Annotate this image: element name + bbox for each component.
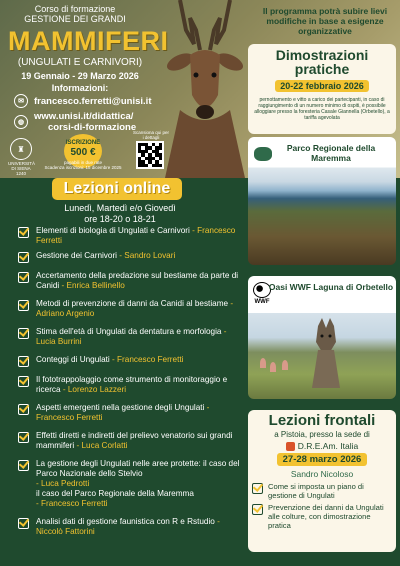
topic-teacher [61,385,127,394]
topic-text: Elementi di biologia di Ungulati e Carnivori [36,226,190,235]
qr-code[interactable] [136,141,164,169]
university-logo [8,138,34,176]
online-schedule-hours: ore 18-20 o 18-21 [84,214,156,224]
checkbox-icon [18,272,29,283]
list-item [18,327,242,347]
info-label: Informazioni: [51,83,109,93]
checkbox-icon [18,376,29,387]
flamingo-icon [260,358,266,368]
frontal-lessons-title: Lezioni frontali [268,412,376,429]
list-item [252,503,392,530]
frontal-lessons-box [248,410,396,552]
oasis-orbetello-photo [248,276,396,399]
topic-separator: - [192,226,198,235]
list-item [18,459,242,509]
topic-text: Stima dell'età di Ungulati da dentatura e morfologia [36,327,222,336]
topic-separator: - [59,281,67,290]
topic-text: Il fototrappolaggio come strumento di monitoraggio e ricerca [36,375,228,394]
checkbox-icon [252,483,263,494]
frontal-teacher: Sandro Nicoloso [290,469,354,479]
topic-teacher-name: Adriano Argenio [36,309,95,318]
topic-text: Aspetti emergenti nella gestione degli Ungulati [36,403,205,412]
email-link[interactable]: francesco.ferretti@unisi.it [34,95,152,107]
topic-teacher-name: Luca Corlatti [81,441,128,450]
list-item [18,403,242,423]
topic-text: Metodi di prevenzione di danni da Canidi al bestiame [36,299,229,308]
website-link[interactable] [34,111,136,133]
topic-separator: - [36,479,42,488]
topic-teacher-name: Lorenzo Lazzeri [67,385,127,394]
checkbox-icon [18,356,29,367]
topic-teacher-name: Lucia Burrini [36,337,82,346]
topic-text: Accertamento della predazione sul bestiame da parte di Canidi [36,271,239,290]
topic-separator: - [221,327,227,336]
checkbox-icon [18,432,29,443]
email-row [14,94,152,108]
demonstrations-title: Dimostrazioni pratiche [275,47,369,77]
frontal-organization [252,441,392,451]
online-schedule-days: Lunedì, Martedì e/o Giovedì [64,203,176,213]
topic-text: Conteggi di Ungulati [36,355,110,364]
topic-text: Analisi dati di gestione faunistica con R e Rstudio [36,517,215,526]
checkbox-icon [252,504,263,515]
topic-teacher [59,281,125,290]
online-lessons-header [52,178,182,200]
course-label [0,4,150,24]
flamingo-icon [270,362,276,372]
demonstrations-box [248,44,396,134]
course-label-line1: Corso di formazione [34,4,116,14]
payment-note-line2: Scadenza iscrizioni: 15 dicembre 2025 [44,165,122,170]
topic-separator: - [60,385,68,394]
topic-teacher-name: Francesco Ferretti [36,226,236,245]
frontal-date: 27-28 marzo 2026 [277,453,367,466]
wwf-label: WWF [254,299,270,305]
course-dates: 19 Gennaio - 29 Marzo 2026 [21,71,139,81]
organization-name: D.R.E.Am. Italia [297,441,359,451]
list-item [18,226,242,246]
topic-separator: - [204,403,210,412]
checkbox-icon [18,460,29,471]
topic-teacher [110,355,184,364]
park-title: Parco Regionale della Maremma [286,143,376,163]
park-maremma-photo [248,137,396,265]
topic-separator: - [109,355,118,364]
frontal-place: a Pistoia, presso la sede di [274,430,370,439]
list-item [18,299,242,319]
list-item [18,431,242,451]
list-item [252,482,392,500]
course-label-line2: GESTIONE DEI GRANDI [24,14,126,24]
topic-teacher-name: Francesco Ferretti [36,413,103,422]
university-seal-icon: ♜ [10,138,32,160]
topic-separator: - [214,517,220,526]
qr-label: Scansiona qui per i dettagli [132,130,170,140]
oasis-title: Oasi WWF Laguna di Orbetello [268,282,394,292]
demonstrations-text: pernottamento e vitto a carico dei partecipanti, in caso di raggiungimento di un numero minimo di ospiti, è possibile alloggiare presso la foresteria Casale Giannella (Orbetello), a tariffa agevolata [254,97,390,121]
topic-teacher [74,441,127,450]
topic-separator: - [117,251,125,260]
list-item [18,251,242,263]
topic-teacher-name: Francesco Ferretti [117,355,184,364]
email-icon: ✉ [14,94,28,108]
topic-teacher [36,479,242,489]
payment-note [38,160,128,170]
demonstrations-date: 20-22 febbraio 2026 [275,80,369,92]
checkbox-icon [18,328,29,339]
website-line2: corsi-di-formazione [48,122,137,133]
website-line1: www.unisi.it/didattica/ [34,111,134,122]
price-label: ISCRIZIONE [65,140,101,146]
checkbox-icon [18,518,29,529]
topic-teacher-name: Niccolò Fattorini [36,527,95,536]
topic-text-secondary: il caso del Parco Regionale della Maremma [36,489,194,498]
course-subtitle: (UNGULATI E CARNIVORI) [17,57,143,68]
frontal-topics-list [252,482,392,530]
globe-icon: ◍ [14,115,28,129]
topic-text: Effetti diretti e indiretti del prelievo venatorio sui grandi mammiferi [36,431,233,450]
organization-logo-icon [286,442,295,451]
flamingo-icon [282,360,288,370]
checkbox-icon [18,404,29,415]
list-item [18,355,242,367]
university-name: UNIVERSITÀ DI SIENA 1240 [8,161,36,176]
program-notice: Il programma potrà subire lievi modifiche in base a esigenze organizzative [262,6,388,36]
payment-note-line1: pagabili in due rate [63,160,103,165]
topic-teacher-name: Francesco Ferretti [41,499,108,508]
price-value: 500 € [70,147,96,158]
list-item [18,517,242,537]
checkbox-icon [18,227,29,238]
online-schedule [30,203,210,225]
online-lessons-title: Lezioni online [63,180,171,197]
topic-text: La gestione degli Ungulati nelle aree protette: il caso del Parco Nazionale dello Stelvio [36,459,240,478]
online-topics-list [18,226,242,537]
frontal-topic-text: Come si imposta un piano di gestione di Ungulati [268,482,364,500]
wolf-illustration [306,318,346,388]
topic-teacher-name: Enrica Bellinello [66,281,125,290]
list-item [18,271,242,291]
website-row [14,111,136,133]
checkbox-icon [18,252,29,263]
topic-teacher-name: Luca Pedrotti [41,479,90,488]
topic-teacher-secondary [36,499,242,509]
frontal-topic-text: Prevenzione dei danni da Ungulati alle colture, con dimostrazione pratica [268,503,384,530]
topic-text: Gestione dei Carnivori [36,251,118,260]
list-item [18,375,242,395]
topic-teacher [117,251,175,260]
course-title: MAMMIFERI [8,26,169,56]
topic-separator: - [74,441,82,450]
topic-separator: - [36,499,42,508]
topic-teacher-name: Sandro Lovari [124,251,176,260]
topic-separator: - [228,299,234,308]
checkbox-icon [18,300,29,311]
